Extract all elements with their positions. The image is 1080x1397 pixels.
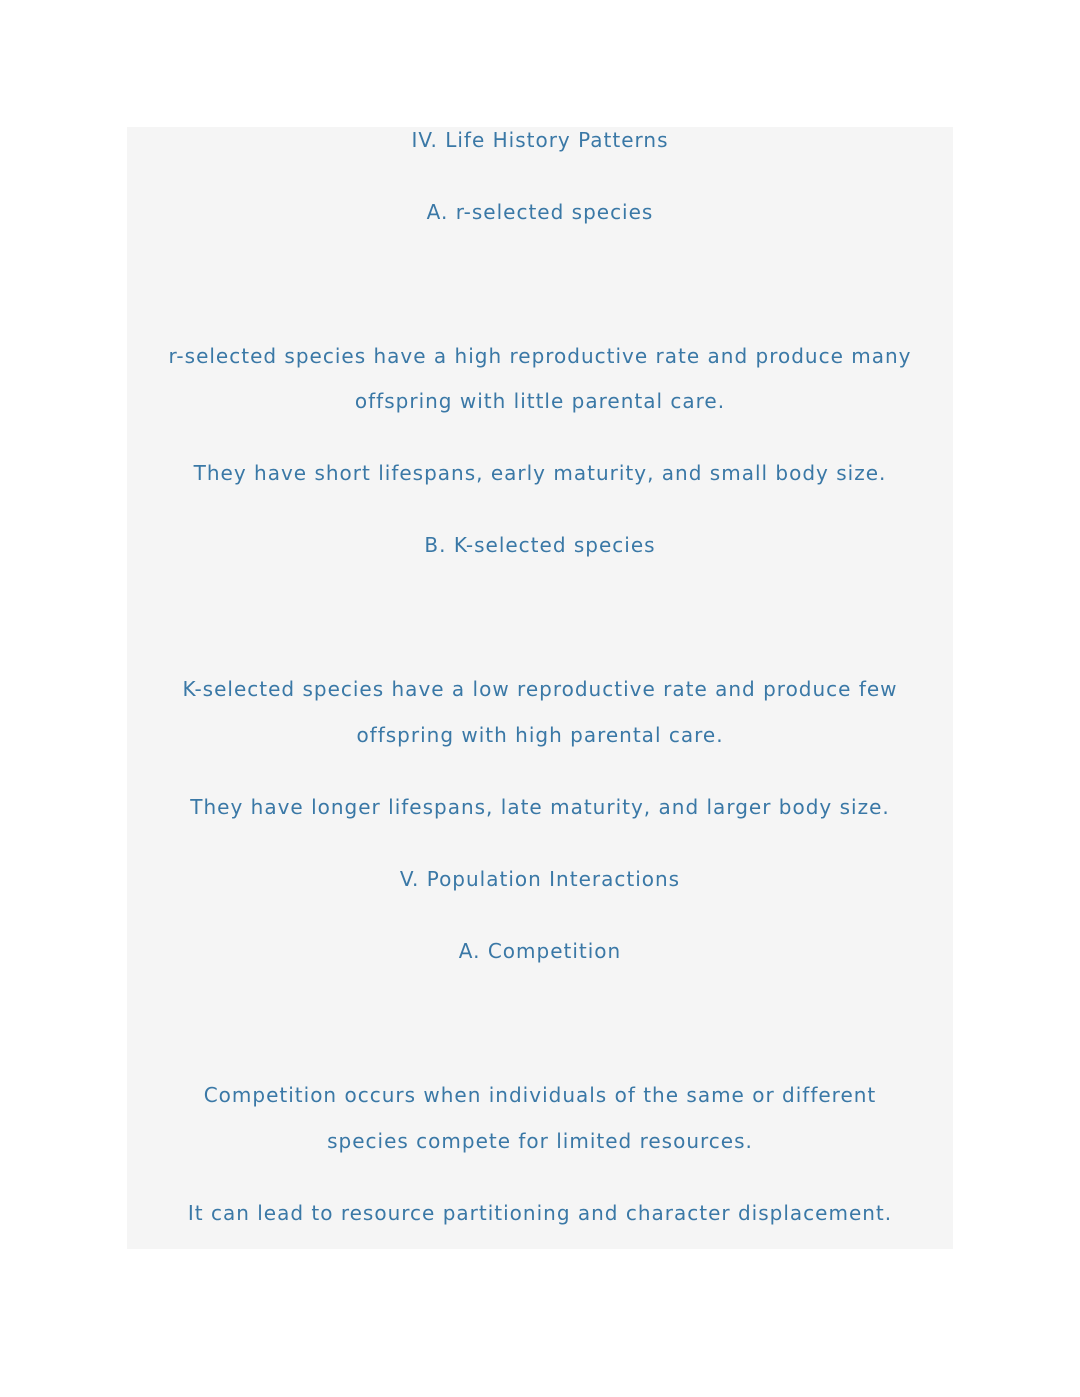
- section-iv-heading: IV. Life History Patterns: [411, 128, 669, 152]
- k-selected-traits: They have longer lifespans, late maturity, and larger body size.: [190, 795, 890, 819]
- competition-paragraph-line-1: Competition occurs when individuals of the same or different: [203, 1083, 877, 1107]
- r-selected-traits: They have short lifespans, early maturity, and small body size.: [193, 461, 887, 485]
- section-v-heading: V. Population Interactions: [399, 867, 681, 891]
- r-selected-paragraph-line-2: offspring with little parental care.: [354, 389, 726, 413]
- competition-paragraph-line-2: species compete for limited resources.: [327, 1129, 753, 1153]
- notes-page-panel: [127, 127, 953, 1249]
- r-selected-paragraph-line-1: r-selected species have a high reproductive rate and produce many: [168, 344, 912, 368]
- competition-heading: A. Competition: [458, 939, 622, 963]
- k-selected-paragraph-line-2: offspring with high parental care.: [356, 723, 724, 747]
- competition-effects: It can lead to resource partitioning and character displacement.: [187, 1201, 893, 1225]
- k-selected-paragraph-line-1: K-selected species have a low reproductive rate and produce few: [182, 677, 898, 701]
- r-selected-heading: A. r-selected species: [426, 200, 654, 224]
- k-selected-heading: B. K-selected species: [424, 533, 656, 557]
